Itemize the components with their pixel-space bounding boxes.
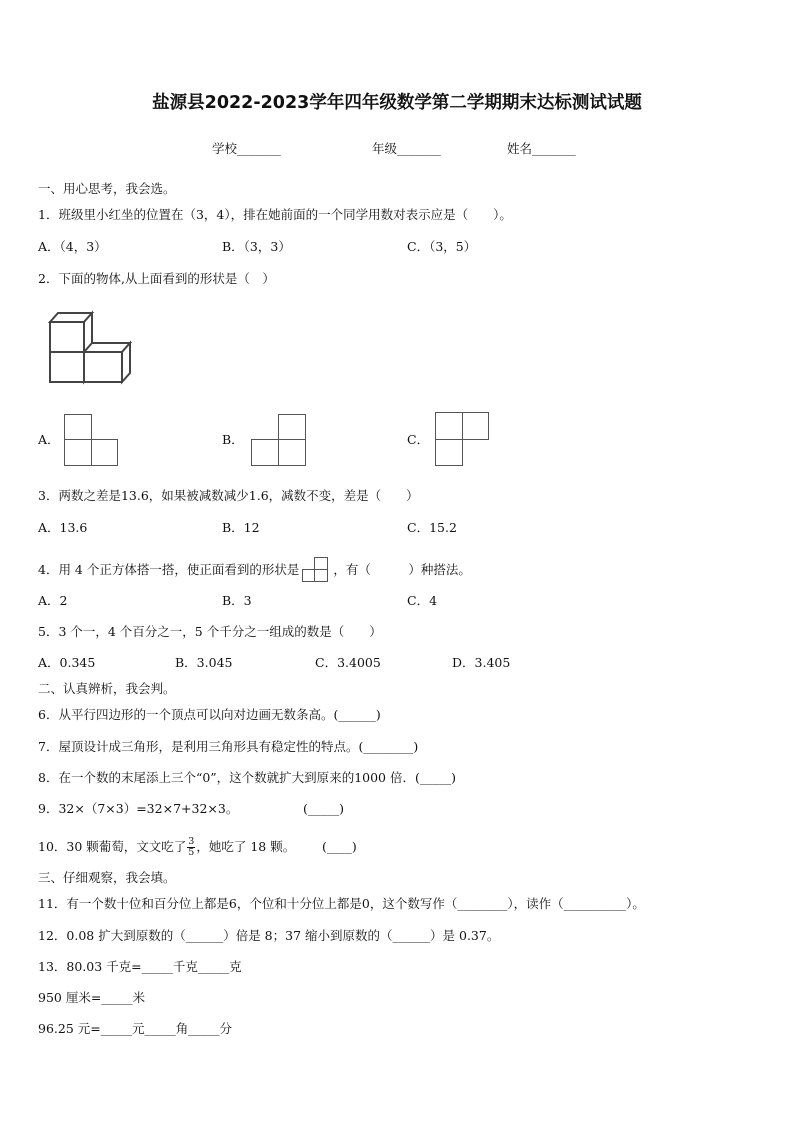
section-2-heading: 二、认真辨析，我会判。 xyxy=(38,681,176,696)
question-6: 6．从平行四边形的一个顶点可以向对边画无数条高。(______) xyxy=(38,707,381,722)
q10-stem-start: 10．30 颗葡萄，文文吃了 xyxy=(38,839,187,854)
question-4 xyxy=(38,557,471,583)
cube-stack-figure xyxy=(46,310,136,386)
question-3: 3．两数之差是13.6，如果被减数减少1.6，减数不变，差是（ ） xyxy=(38,488,419,503)
question-11: 11．有一个数十位和百分位上都是6，个位和十分位上都是0，这个数写作（________），读作（__________）。 xyxy=(38,896,645,911)
q5-option-d: D．3.405 xyxy=(452,655,511,670)
question-7: 7．屋顶设计成三角形，是利用三角形具有稳定性的特点。(________) xyxy=(38,739,419,754)
fraction-denominator: 5 xyxy=(188,847,195,858)
fraction-three-fifths xyxy=(187,837,195,858)
school-field: 学校_______ xyxy=(212,141,281,156)
section-1-heading: 一、用心思考，我会选。 xyxy=(38,181,176,196)
q5-option-a: A．0.345 xyxy=(38,655,96,670)
q2-option-c: C． xyxy=(407,432,430,447)
question-9: 9．32×（7×3）=32×7+32×3。 xyxy=(38,801,239,816)
grade-field: 年级_______ xyxy=(372,141,441,156)
q10-stem-end: ，她吃了 18 颗。 xyxy=(196,839,296,854)
q2-option-a: A． xyxy=(38,432,60,447)
question-10 xyxy=(38,833,295,861)
q1-option-c: C．（3，5） xyxy=(407,239,477,254)
section-3-heading: 三、仔细观察，我会填。 xyxy=(38,870,176,885)
q3-option-a: A．13.6 xyxy=(38,520,88,535)
name-field: 姓名_______ xyxy=(507,141,576,156)
page-title: 盐源县2022-2023学年四年级数学第二学期期末达标测试试题 xyxy=(152,93,642,113)
q3-option-b: B．12 xyxy=(222,520,260,535)
question-13-line-2: 950 厘米=_____米 xyxy=(38,990,146,1005)
question-8: 8．在一个数的末尾添上三个“0”，这个数就扩大到原来的1000 倍．(_____) xyxy=(38,770,456,785)
q1-option-a: A．（4，3） xyxy=(38,239,107,254)
q1-option-b: B．（3，3） xyxy=(222,239,291,254)
q5-option-c: C．3.4005 xyxy=(315,655,381,670)
fraction-numerator: 3 xyxy=(188,836,195,847)
q4-stem-start: 4．用 4 个正方体搭一搭，使正面看到的形状是 xyxy=(38,562,300,577)
q10-answer-blank: (____) xyxy=(322,839,357,854)
question-13-line-1: 13．80.03 千克=_____千克_____克 xyxy=(38,959,242,974)
q4-option-b: B．3 xyxy=(222,593,252,608)
question-12: 12．0.08 扩大到原数的（______）倍是 8；37 缩小到原数的（______）是 0.37。 xyxy=(38,928,500,943)
question-1: 1．班级里小红坐的位置在（3，4），排在她前面的一个同学用数对表示应是（ ）。 xyxy=(38,207,512,222)
q4-front-view-figure xyxy=(301,557,331,583)
q4-stem-end: ，有（ ）种搭法。 xyxy=(333,562,471,577)
question-5: 5．3 个一，4 个百分之一，5 个千分之一组成的数是（ ） xyxy=(38,624,382,639)
q3-option-c: C．15.2 xyxy=(407,520,457,535)
q4-option-a: A．2 xyxy=(38,593,68,608)
q5-option-b: B．3.045 xyxy=(175,655,233,670)
q2-option-b: B． xyxy=(222,432,244,447)
question-2: 2．下面的物体,从上面看到的形状是（ ） xyxy=(38,271,275,286)
q4-option-c: C．4 xyxy=(407,593,438,608)
question-13-line-3: 96.25 元=_____元_____角_____分 xyxy=(38,1021,232,1036)
q9-answer-blank: (_____) xyxy=(303,801,345,816)
